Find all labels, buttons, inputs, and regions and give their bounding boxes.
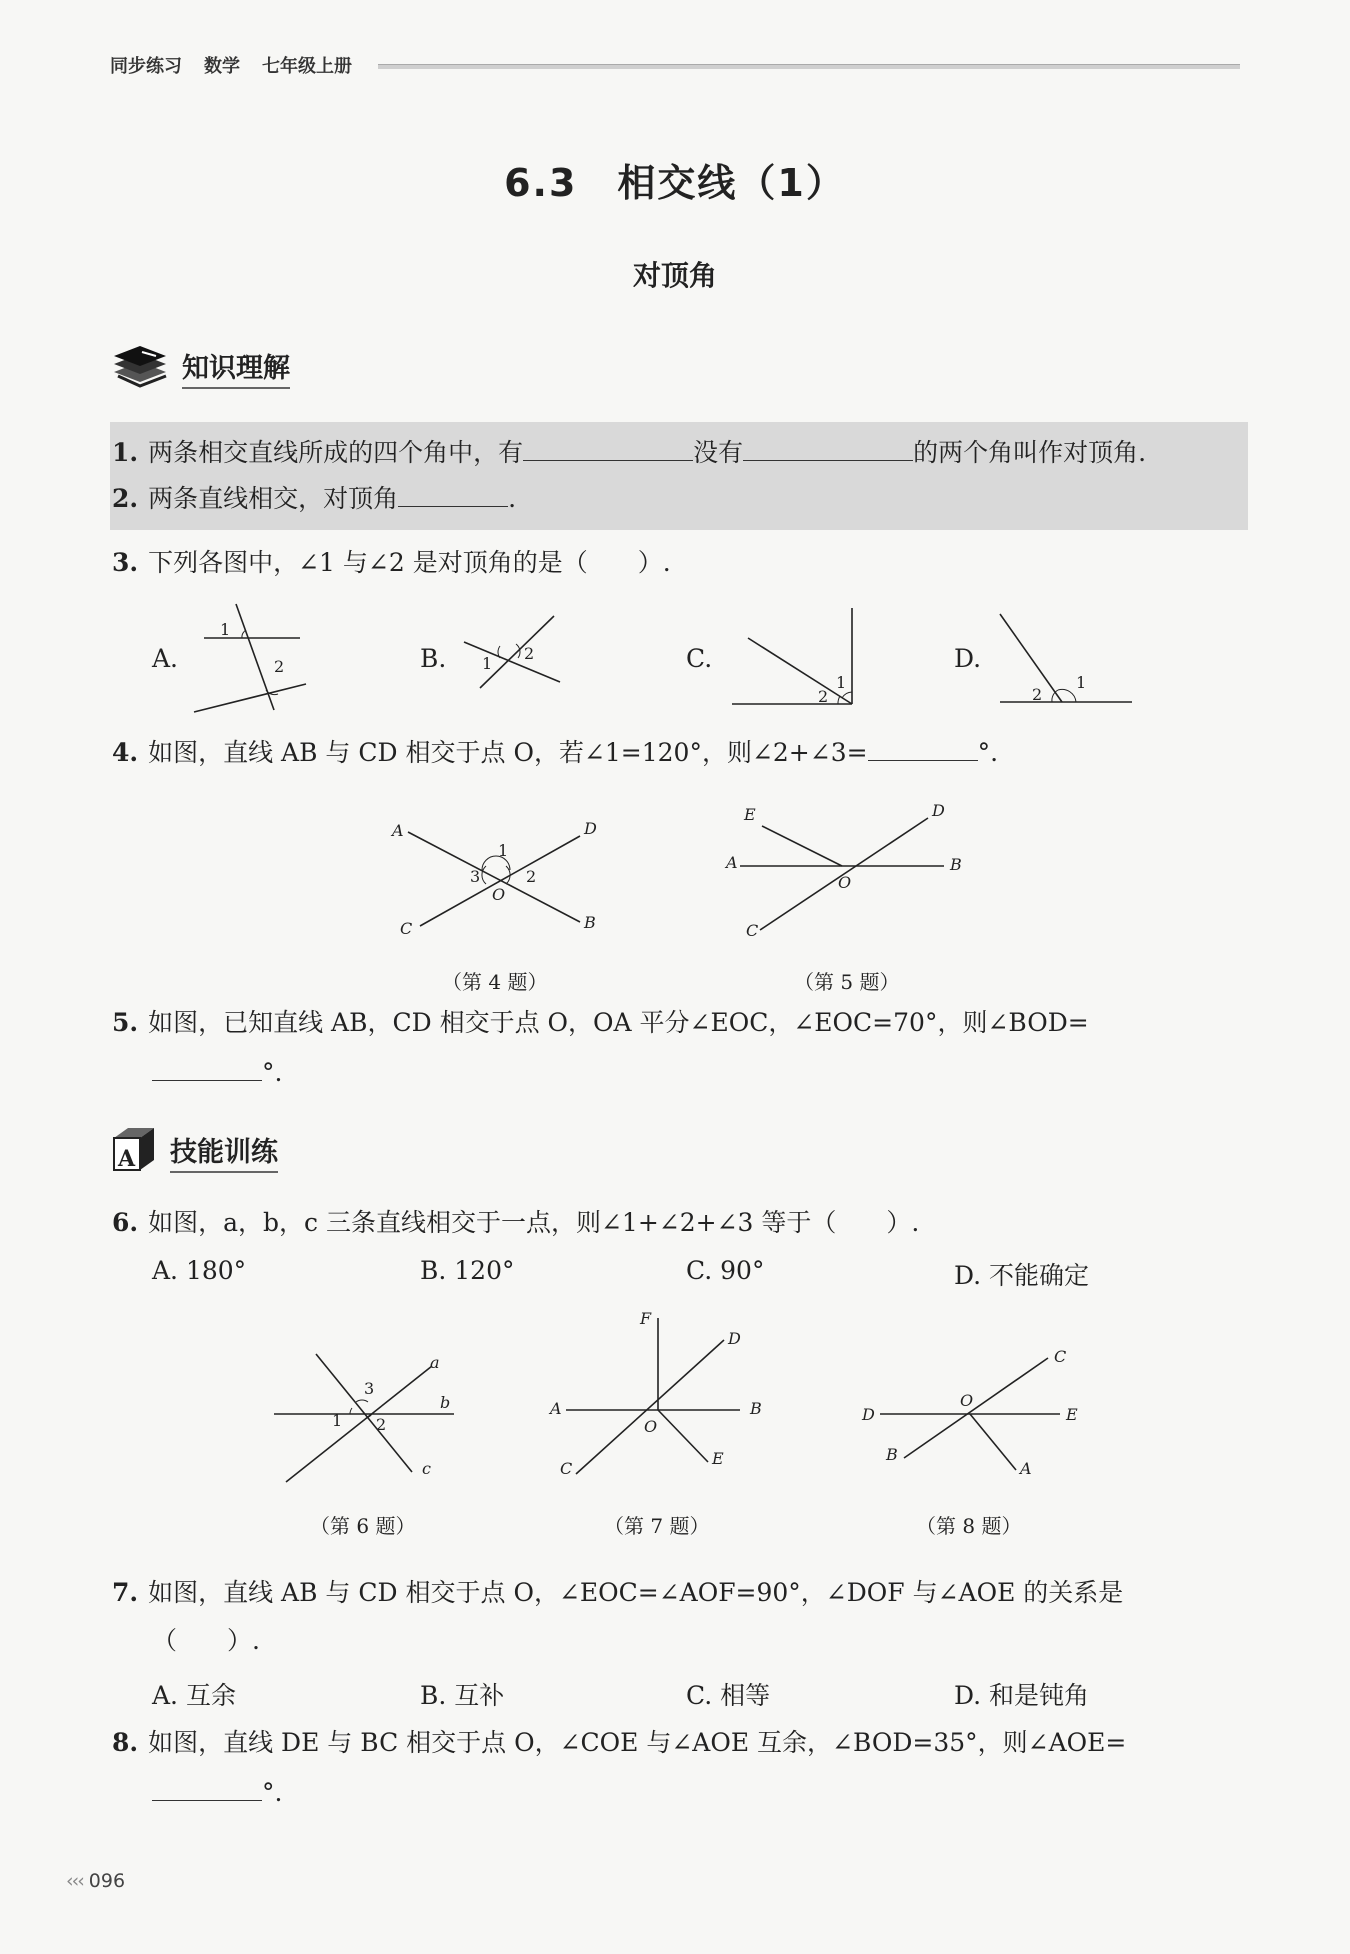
q3-option-b[interactable]: B. [420, 644, 447, 673]
q3-option-a[interactable]: A. [152, 644, 179, 673]
section-skills: 技能训练 [170, 1130, 278, 1173]
q1-text-3: 的两个角叫作对顶角. [913, 438, 1147, 467]
question-7-line2: （ ）. [152, 1626, 260, 1655]
q7-option-b[interactable]: B. 互补 [420, 1681, 505, 1710]
page-arrows: ‹‹‹ [66, 1870, 83, 1892]
label-b: B [584, 913, 596, 932]
q3-number: 3. [112, 548, 139, 577]
question-1 [112, 436, 1146, 470]
books-icon [110, 342, 170, 388]
q6-option-d[interactable]: D. 不能确定 [954, 1261, 1090, 1290]
label-2: 2 [524, 644, 535, 663]
q3-option-c[interactable]: C. [686, 644, 713, 673]
question-4 [112, 736, 998, 770]
figure-8 [860, 1346, 1090, 1476]
header-book: 同步练习 [110, 56, 182, 77]
q4-text-2: °. [977, 738, 999, 767]
label-e: E [744, 805, 756, 824]
q5-text-2: °. [262, 1058, 283, 1087]
page-number: 096 [88, 1870, 126, 1892]
q2-number: 2. [112, 484, 139, 513]
q6-option-b[interactable]: B. 120° [420, 1256, 515, 1285]
question-5 [112, 1006, 1089, 1040]
figure-7 [546, 1310, 766, 1480]
q4-blank[interactable] [868, 738, 978, 761]
question-7 [112, 1576, 1123, 1610]
label-d: D [932, 801, 945, 820]
question-5-line2 [152, 1056, 282, 1090]
label-c: C [746, 921, 759, 940]
caption-4: （第 4 题） [442, 970, 548, 994]
label-e: E [712, 1449, 724, 1468]
q1-text-1: 两条相交直线所成的四个角中，有 [148, 438, 524, 467]
label-f: F [640, 1309, 652, 1328]
label-e: E [1066, 1405, 1078, 1424]
q8-text-1: 如图，直线 DE 与 BC 相交于点 O，∠COE 与∠AOE 互余，∠BOD=35°，则∠AOE= [148, 1728, 1127, 1757]
caption-5: （第 5 题） [794, 970, 900, 994]
q4-number: 4. [112, 738, 139, 767]
q6-option-c[interactable]: C. 90° [686, 1256, 765, 1285]
q8-number: 8. [112, 1728, 139, 1757]
label-d: D [728, 1329, 741, 1348]
q2-text-1: 两条直线相交，对顶角 [148, 484, 399, 513]
label-o: O [960, 1391, 974, 1410]
caption-6: （第 6 题） [310, 1514, 416, 1538]
label-1: 1 [1076, 673, 1087, 692]
q6-text: 如图，a，b，c 三条直线相交于一点，则∠1+∠2+∠3 等于（ ）. [148, 1208, 920, 1237]
page-footer [66, 1870, 125, 1892]
figure-6 [272, 1346, 462, 1486]
header-rule [378, 64, 1240, 69]
label-1: 1 [220, 620, 231, 639]
label-3: 3 [470, 867, 481, 886]
label-a: a [430, 1353, 440, 1372]
caption-7: （第 7 题） [604, 1514, 710, 1538]
label-b: b [440, 1393, 451, 1412]
label-o: O [644, 1417, 658, 1436]
label-2: 2 [274, 657, 285, 676]
label-1: 1 [498, 841, 509, 860]
label-a: A [726, 853, 738, 872]
q3-figure-a [190, 600, 310, 715]
svg-text:A: A [118, 1146, 136, 1172]
figure-5 [720, 798, 980, 938]
q7-option-d[interactable]: D. 和是钝角 [954, 1681, 1090, 1710]
abc-cube-icon [110, 1124, 158, 1172]
section-knowledge: 知识理解 [182, 346, 290, 389]
q4-text-1: 如图，直线 AB 与 CD 相交于点 O，若∠1=120°，则∠2+∠3= [148, 738, 868, 767]
page-subtitle: 对顶角 [632, 259, 717, 292]
label-b: B [750, 1399, 762, 1418]
label-c: C [400, 919, 413, 938]
label-1: 1 [482, 654, 493, 673]
label-c: C [560, 1459, 573, 1478]
q3-figure-c [728, 604, 868, 708]
q3-figure-b [460, 612, 570, 692]
label-b: B [950, 855, 962, 874]
question-2 [112, 482, 516, 516]
label-c: c [422, 1459, 431, 1478]
q1-text-2: 没有 [693, 438, 744, 467]
q7-option-c[interactable]: C. 相等 [686, 1681, 771, 1710]
label-a: A [550, 1399, 562, 1418]
label-1: 1 [836, 673, 847, 692]
q5-number: 5. [112, 1008, 139, 1037]
q7-number: 7. [112, 1578, 139, 1607]
q7-text: 如图，直线 AB 与 CD 相交于点 O，∠EOC=∠AOF=90°，∠DOF 与∠AOE 的关系是 [148, 1578, 1124, 1607]
label-3: 3 [364, 1379, 375, 1398]
q6-number: 6. [112, 1208, 139, 1237]
q5-blank[interactable] [152, 1058, 262, 1081]
label-o: O [492, 885, 506, 904]
label-2: 2 [526, 867, 537, 886]
q8-text-2: °. [262, 1778, 283, 1807]
label-d: D [862, 1405, 875, 1424]
label-a: A [1020, 1459, 1032, 1478]
q2-text-2: . [508, 484, 517, 513]
page-title: 6.3 相交线（1） [504, 161, 846, 205]
caption-8: （第 8 题） [916, 1514, 1022, 1538]
label-b: B [886, 1445, 898, 1464]
q1-blank-1[interactable] [523, 438, 693, 461]
header-subject: 数学 [204, 56, 240, 77]
q3-figure-d [996, 610, 1136, 706]
label-2: 2 [1032, 685, 1043, 704]
q6-option-a[interactable]: A. 180° [152, 1256, 247, 1285]
question-6 [112, 1206, 919, 1240]
label-1: 1 [332, 1411, 343, 1430]
question-8-line2 [152, 1776, 282, 1810]
label-a: A [392, 821, 404, 840]
q3-text: 下列各图中，∠1 与∠2 是对顶角的是（ ）. [148, 548, 671, 577]
label-o: O [838, 873, 852, 892]
label-2: 2 [818, 687, 829, 706]
label-c: C [1054, 1347, 1067, 1366]
q2-blank[interactable] [398, 484, 508, 507]
q1-number: 1. [112, 438, 139, 467]
question-8 [112, 1726, 1126, 1760]
figure-4 [390, 810, 610, 940]
running-header [110, 52, 374, 78]
label-d: D [584, 819, 597, 838]
q5-text-1: 如图，已知直线 AB，CD 相交于点 O，OA 平分∠EOC，∠EOC=70°，则∠BOD= [148, 1008, 1089, 1037]
label-2: 2 [376, 1415, 387, 1434]
q1-blank-2[interactable] [743, 438, 913, 461]
question-3 [112, 546, 671, 580]
header-grade: 七年级上册 [262, 56, 352, 77]
q3-option-d[interactable]: D. [954, 644, 982, 673]
q7-option-a[interactable]: A. 互余 [152, 1681, 236, 1710]
q8-blank[interactable] [152, 1778, 262, 1801]
